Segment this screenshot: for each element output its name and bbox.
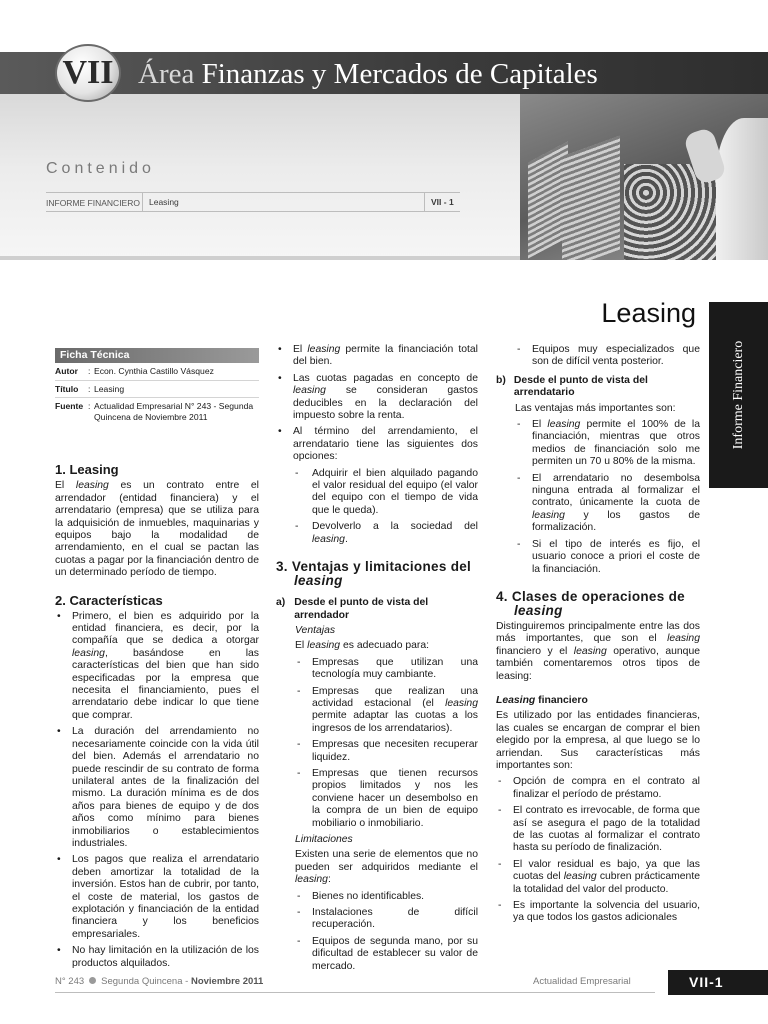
contents-row xyxy=(46,192,460,212)
footer-publication: Actualidad Empresarial xyxy=(533,976,631,987)
ficha-value: Actualidad Empresarial N° 243 - Segunda Quincena de Noviembre 2011 xyxy=(94,401,254,422)
arrendatario-list xyxy=(515,419,700,576)
characteristics-list-cont xyxy=(276,344,478,546)
article-title: Leasing xyxy=(601,298,696,328)
leasing-financiero-heading: Leasing financiero xyxy=(496,694,588,706)
page-footer xyxy=(55,973,768,993)
contents-section: INFORME FINANCIERO xyxy=(46,198,140,208)
list-item: - Equipos de segunda mano, por su dificultad de establecer su valor de mercado. xyxy=(295,936,478,973)
ficha-heading: Ficha Técnica xyxy=(55,348,259,363)
ficha-row-source: Fuente : Actualidad Empresarial N° 243 - Segunda Quincena de Noviembre 2011 xyxy=(55,398,259,425)
contents-title: Contenido xyxy=(46,160,155,177)
section-side-tab xyxy=(709,302,768,488)
options-list xyxy=(293,468,478,546)
characteristics-list xyxy=(55,611,259,970)
ficha-key: Fuente xyxy=(55,401,84,412)
ventajas-label: Ventajas xyxy=(295,624,336,636)
list-item: • Los pagos que realiza el arrendatario deben amortizar la totalidad de la inversión. Estos han de cubrir, por tanto, el coste de material, los gastos de explotación y financiación de la entidad financiera y los beneficios empresariales. xyxy=(55,854,259,941)
list-item: • La duración del arrendamiento no necesariamente coincide con la vida útil del bien. Además el arrendatario no puede rescindir de su contrato de forma unilateral antes de la finalización del mismo. La duración mínima es de dos años para bienes de equipo y de dos años como mínimo para bienes inmobiliarios o establecimientos industriales. xyxy=(55,726,259,850)
financiero-list xyxy=(496,776,700,924)
list-item: - Es importante la solvencia del usuario, ya que todos los gastos adicionales xyxy=(496,900,700,925)
list-item: - Empresas que realizan una actividad estacional (el leasing permite adaptar las cuotas a los ingresos de los arrendatarios). xyxy=(295,686,478,736)
finance-photo-collage xyxy=(520,94,768,260)
list-item: - Equipos muy especializados que son de difícil venta posterior. xyxy=(515,344,700,369)
section-roman-badge: VII xyxy=(55,44,121,102)
list-item: • Las cuotas pagadas en concepto de leasing se consideran gastos deducibles en la declaración del impuesto sobre la renta. xyxy=(276,373,478,423)
area-title-name: Finanzas y Mercados de Capitales xyxy=(201,58,598,90)
list-item: - Devolverlo a la sociedad del leasing. xyxy=(293,521,478,546)
ficha-value: Leasing xyxy=(94,383,125,394)
header-banner xyxy=(0,0,768,262)
subsection-a-body xyxy=(276,625,478,973)
section-2-heading: 2. Características xyxy=(55,592,163,608)
list-item: • Primero, el bien es adquirido por la entidad financiera, es decir, por la compañía que se dedica a otorgar leasing, basándose en las características del bien que han sido especificadas por la empresa que necesita el financiamiento, pues el arrendatario debe indicar lo que tiene que comprar. xyxy=(55,611,259,723)
section-3-heading: 3. Ventajas y limitaciones del leasing xyxy=(276,559,472,589)
list-item: - El contrato es irrevocable, de forma que así se asegura el pago de la totalidad de las cuotas al formalizar el contrato hasta su período de finalización. xyxy=(496,805,700,855)
ficha-key: Título xyxy=(55,383,79,394)
subsection-b-intro: Las ventajas más importantes son: xyxy=(515,402,676,414)
list-item: - El arrendatario no desembolsa ninguna entrada al formalizar el contrato, únicamente la cuota de leasing y los gastos de formalización. xyxy=(515,473,700,535)
building-image xyxy=(562,135,620,260)
footer-dot-icon xyxy=(89,977,96,984)
list-item: - Opción de compra en el contrato al finalizar el período de préstamo. xyxy=(496,776,700,801)
list-item: - Adquirir el bien alquilado pagando el valor residual del equipo (el valor del equipo con el tiempo de vida que le queda). xyxy=(293,468,478,518)
subsection-a-heading: a) Desde el punto de vista del arrendador xyxy=(276,597,429,621)
column-3 xyxy=(496,344,700,929)
contents-item[interactable]: Leasing xyxy=(142,193,179,212)
column-1 xyxy=(55,344,259,974)
list-item: • El leasing permite la financiación total del bien. xyxy=(276,344,478,369)
list-item: • No hay limitación en la utilización de los productos alquilados. xyxy=(55,945,259,970)
list-item: - Si el tipo de interés es fijo, el usuario conoce a priori el coste de la financiación. xyxy=(515,539,700,576)
limitaciones-list xyxy=(295,891,478,973)
limitaciones-label: Limitaciones xyxy=(295,834,353,845)
subsection-b-body xyxy=(496,403,700,576)
list-item: - Bienes no identificables. xyxy=(295,891,478,903)
footer-page-number: VII-1 xyxy=(668,970,768,995)
section-1-heading: 1. Leasing xyxy=(55,462,119,478)
footer-rule xyxy=(55,992,655,993)
side-tab-label: Informe Financiero xyxy=(730,340,746,450)
ficha-row-author: Autor : Econ. Cynthia Castillo Vásquez xyxy=(55,363,259,381)
list-item: - Empresas que tienen recursos propios limitados y nos les conviene hacer un desembolso en la compra de un bien de equipo mobiliario o inmobiliario. xyxy=(295,768,478,830)
ficha-key: Autor xyxy=(55,366,78,376)
list-item: - Empresas que utilizan una tecnología muy cambiante. xyxy=(295,657,478,682)
subsection-b-heading: b) Desde el punto de vista del arrendatario xyxy=(496,374,648,399)
section-1-paragraph: El leasing es un contrato entre el arrendador (entidad financiera) y el arrendatario (empresa) que se utiliza para la adquisición de inmuebles, maquinarias y equipos bajo la modalidad de arrendamiento, en el cual se pactan las cuotas a pagar por la financiación dentro de un determinado período de tiempo. xyxy=(55,480,259,579)
adecuado-paragraph: El leasing es adecuado para: xyxy=(295,640,430,652)
ficha-value: Econ. Cynthia Castillo Vásquez xyxy=(94,366,214,376)
list-item: - Empresas que necesiten recuperar liquidez. xyxy=(295,739,478,764)
ficha-tecnica xyxy=(55,348,259,425)
list-item: - El valor residual es bajo, ya que las cuotas del leasing cubren prácticamente la totalidad del valor del producto. xyxy=(496,859,700,896)
limitaciones-paragraph: Existen una serie de elementos que no pueden ser adquiridos mediante el leasing: xyxy=(295,849,478,886)
limitaciones-cont xyxy=(496,344,700,369)
woman-image xyxy=(716,118,768,260)
ventajas-list xyxy=(295,657,478,830)
column-2 xyxy=(276,344,478,977)
list-item: - Instalaciones de difícil recuperación. xyxy=(295,907,478,932)
list-item: • Al término del arrendamiento, el arrendatario tiene las siguientes dos opciones: - Adquirir el bien alquilado pagando el valor residual del equipo (el valor del equipo con el tiempo de vida que le queda). - Devolverlo a la sociedad del leasing. xyxy=(276,426,478,546)
list-item: - El leasing permite el 100% de la financiación, mientras que otros medios de financiación solo me permiten un 70 u 80% de la misma. xyxy=(515,419,700,469)
area-title xyxy=(138,54,598,94)
area-title-prefix: Área xyxy=(138,58,195,90)
leasing-financiero-paragraph: Es utilizado por las entidades financieras, las cuales se encargan de comprar el bien elegido por la empresa, al que luego se lo arriendan. Sus características más importantes son: xyxy=(496,710,700,771)
contents-page: VII - 1 xyxy=(424,193,454,212)
ficha-row-title: Título : Leasing xyxy=(55,381,259,399)
section-4-paragraph: Distinguiremos principalmente entre las dos más importantes, que son el leasing financiero y el leasing operativo, aunque también comentaremos otros tipos de leasing: xyxy=(496,620,701,682)
footer-issue: N° 243 Segunda Quincena - Noviembre 2011 xyxy=(55,976,264,987)
section-4-heading: 4. Clases de operaciones de leasing xyxy=(496,588,685,618)
